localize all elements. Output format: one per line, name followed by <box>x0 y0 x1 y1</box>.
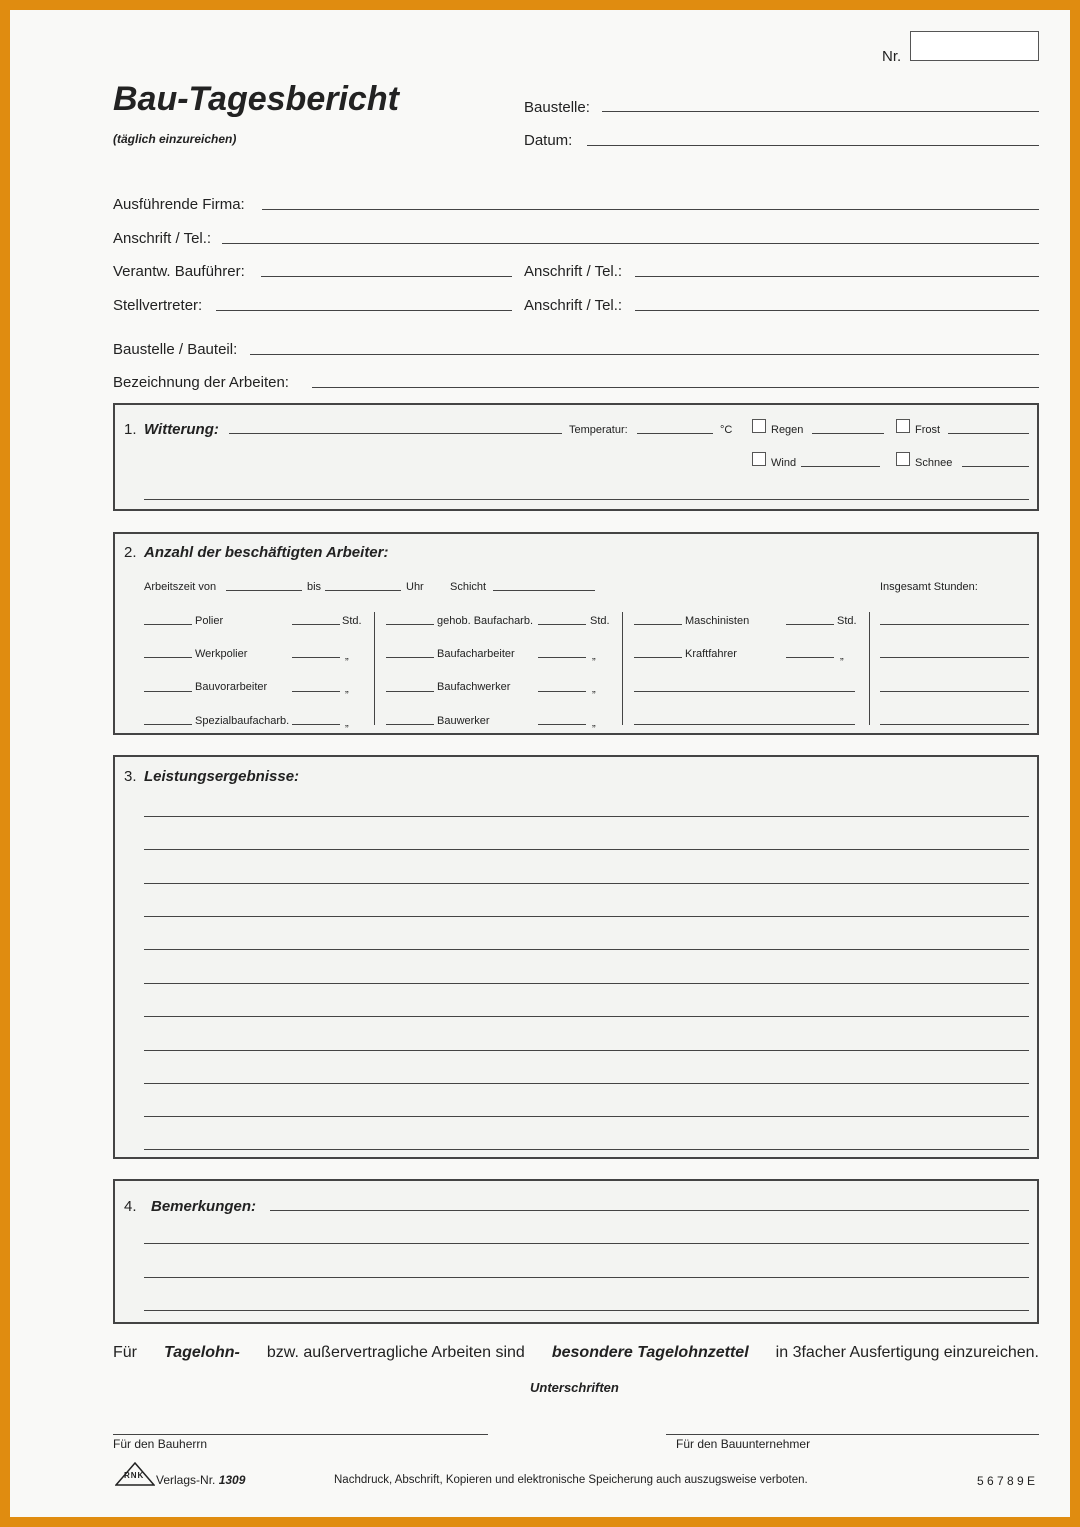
kraftfahrer-hours[interactable] <box>786 657 834 658</box>
polier-count[interactable] <box>144 624 192 625</box>
ditto-mark: „ <box>345 717 349 729</box>
std-label: Std. <box>837 615 857 627</box>
baufacharbeiter-count[interactable] <box>386 657 434 658</box>
ditto-mark: „ <box>592 650 596 662</box>
extra-worker-line[interactable] <box>634 691 855 692</box>
anschrift-label: Anschrift / Tel.: <box>113 230 212 247</box>
section4-title: Bemerkungen: <box>151 1198 257 1215</box>
baufacharbeiter-hours[interactable] <box>538 657 586 658</box>
bauwerker-count[interactable] <box>386 724 434 725</box>
anschrift3-field[interactable] <box>635 310 1039 311</box>
nr-field[interactable] <box>910 31 1039 61</box>
kraftfahrer-count[interactable] <box>634 657 682 658</box>
column-divider <box>869 612 870 725</box>
bauteil-field[interactable] <box>250 354 1039 355</box>
uhr-label: Uhr <box>406 581 424 593</box>
regen-checkbox[interactable] <box>752 419 766 433</box>
col2-label: Bauwerker <box>437 715 490 727</box>
leistung-line[interactable] <box>144 949 1029 950</box>
polier-hours[interactable] <box>292 624 340 625</box>
leistung-line[interactable] <box>144 1050 1029 1051</box>
ditto-mark: „ <box>592 683 596 695</box>
column-divider <box>374 612 375 725</box>
baufachwerker-hours[interactable] <box>538 691 586 692</box>
col1-label: Bauvorarbeiter <box>195 681 268 693</box>
verlag-label: Verlags-Nr. <box>156 1473 216 1487</box>
arbeiten-field[interactable] <box>312 387 1039 388</box>
note-text: Tagelohn- <box>164 1344 240 1361</box>
temperatur-field[interactable] <box>637 433 713 434</box>
arbeiten-label: Bezeichnung der Arbeiten: <box>113 374 289 391</box>
frost-checkbox[interactable] <box>896 419 910 433</box>
maschinisten-hours[interactable] <box>786 624 834 625</box>
arbeitszeit-bis-field[interactable] <box>325 590 401 591</box>
copyright-notice: Nachdruck, Abschrift, Kopieren und elektronische Speicherung auch auszugsweise verboten. <box>334 1474 808 1486</box>
bauunternehmer-signature-line[interactable] <box>666 1434 1039 1435</box>
schicht-label: Schicht <box>450 581 487 593</box>
section-witterung <box>113 403 1039 511</box>
col1-label: Spezialbaufacharb. <box>195 715 290 727</box>
leistung-line[interactable] <box>144 816 1029 817</box>
werkpolier-hours[interactable] <box>292 657 340 658</box>
anschrift2-label: Anschrift / Tel.: <box>524 263 623 280</box>
datum-field[interactable] <box>587 145 1039 146</box>
stellvertreter-field[interactable] <box>216 310 512 311</box>
ditto-mark: „ <box>345 650 349 662</box>
extra-worker-line[interactable] <box>634 724 855 725</box>
baufachwerker-count[interactable] <box>386 691 434 692</box>
baustelle-field[interactable] <box>602 111 1039 112</box>
bauunternehmer-label: Für den Bauunternehmer <box>676 1437 811 1451</box>
bauteil-label: Baustelle / Bauteil: <box>113 341 238 358</box>
arbeitszeit-von-field[interactable] <box>226 590 302 591</box>
page-subtitle: (täglich einzureichen) <box>113 132 237 146</box>
col1-label: Werkpolier <box>195 648 248 660</box>
leistung-line[interactable] <box>144 1149 1029 1150</box>
std-label: Std. <box>342 615 362 627</box>
anschrift-field[interactable] <box>222 243 1039 244</box>
section4-number: 4. <box>124 1198 137 1215</box>
celsius-label: °C <box>720 424 733 436</box>
verlag-number: 1309 <box>218 1473 246 1487</box>
total-hours-line[interactable] <box>880 691 1029 692</box>
witterung-extra-line[interactable] <box>144 499 1029 500</box>
bauführer-field[interactable] <box>261 276 512 277</box>
bis-label: bis <box>307 581 322 593</box>
wind-field[interactable] <box>801 466 880 467</box>
rnk-logo <box>115 1462 155 1486</box>
section-leistung <box>113 755 1039 1159</box>
verlag-info <box>156 1473 245 1487</box>
maschinisten-count[interactable] <box>634 624 682 625</box>
frost-field[interactable] <box>948 433 1029 434</box>
bauwerker-hours[interactable] <box>538 724 586 725</box>
wind-label: Wind <box>771 457 797 469</box>
schnee-checkbox[interactable] <box>896 452 910 466</box>
gehob-hours[interactable] <box>538 624 586 625</box>
col2-label: Baufachwerker <box>437 681 511 693</box>
section2-number: 2. <box>124 544 137 561</box>
leistung-line[interactable] <box>144 1083 1029 1084</box>
leistung-line[interactable] <box>144 916 1029 917</box>
bemerkung-line[interactable] <box>144 1277 1029 1278</box>
bemerkung-line[interactable] <box>144 1243 1029 1244</box>
form-page <box>10 10 1070 1517</box>
section3-title: Leistungsergebnisse: <box>144 768 300 785</box>
section1-number: 1. <box>124 421 137 438</box>
bauführer-label: Verantw. Bauführer: <box>113 263 245 280</box>
signatures-heading: Unterschriften <box>530 1380 619 1395</box>
insgesamt-label: Insgesamt Stunden: <box>880 581 978 593</box>
datum-label: Datum: <box>524 132 573 149</box>
note-text: in 3facher Ausfertigung einzureichen. <box>775 1344 1039 1361</box>
section-arbeiter <box>113 532 1039 735</box>
bauherrn-label: Für den Bauherrn <box>113 1437 208 1451</box>
frost-label: Frost <box>915 424 941 436</box>
regen-label: Regen <box>771 424 804 436</box>
col2-label: Baufacharbeiter <box>437 648 515 660</box>
schnee-label: Schnee <box>915 457 953 469</box>
anschrift3-label: Anschrift / Tel.: <box>524 297 623 314</box>
total-hours-line[interactable] <box>880 657 1029 658</box>
ditto-mark: „ <box>592 717 596 729</box>
wind-checkbox[interactable] <box>752 452 766 466</box>
section-bemerkungen <box>113 1179 1039 1324</box>
section1-title: Witterung: <box>144 421 219 438</box>
gehob-count[interactable] <box>386 624 434 625</box>
form-code: 5 6 7 8 9 E <box>977 1474 1036 1488</box>
col3-label: Maschinisten <box>685 615 750 627</box>
note-text: bzw. außervertragliche Arbeiten sind <box>266 1344 525 1361</box>
bemerkung-line[interactable] <box>270 1210 1029 1211</box>
section3-number: 3. <box>124 768 137 785</box>
leistung-line[interactable] <box>144 1116 1029 1117</box>
col3-label: Kraftfahrer <box>685 648 737 660</box>
leistung-line[interactable] <box>144 883 1029 884</box>
column-divider <box>622 612 623 725</box>
witterung-field[interactable] <box>229 433 562 434</box>
firma-field[interactable] <box>262 209 1039 210</box>
logo-text: RNK <box>124 1471 145 1480</box>
baustelle-label: Baustelle: <box>524 99 590 116</box>
bauvorarbeiter-hours[interactable] <box>292 691 340 692</box>
bauherrn-signature-line[interactable] <box>113 1434 488 1435</box>
std-label: Std. <box>590 615 610 627</box>
ditto-mark: „ <box>345 683 349 695</box>
bemerkung-line[interactable] <box>144 1310 1029 1311</box>
firma-label: Ausführende Firma: <box>113 196 245 213</box>
ditto-mark: „ <box>840 650 844 662</box>
leistung-line[interactable] <box>144 849 1029 850</box>
spezial-count[interactable] <box>144 724 192 725</box>
bauvorarbeiter-count[interactable] <box>144 691 192 692</box>
note-text: besondere Tagelohnzettel <box>551 1344 749 1361</box>
section2-title: Anzahl der beschäftigten Arbeiter: <box>144 544 389 561</box>
total-hours-line[interactable] <box>880 624 1029 625</box>
schicht-field[interactable] <box>493 590 595 591</box>
total-hours-line[interactable] <box>880 724 1029 725</box>
col1-label: Polier <box>195 615 224 627</box>
leistung-line[interactable] <box>144 983 1029 984</box>
nr-label: Nr. <box>882 48 902 65</box>
spezial-hours[interactable] <box>292 724 340 725</box>
anschrift2-field[interactable] <box>635 276 1039 277</box>
tagelohn-note <box>113 1344 1039 1362</box>
leistung-line[interactable] <box>144 1016 1029 1017</box>
regen-field[interactable] <box>812 433 884 434</box>
arbeitszeit-label: Arbeitszeit von <box>144 581 217 593</box>
col2-label: gehob. Baufacharb. <box>437 615 534 627</box>
note-text: Für <box>113 1344 137 1361</box>
schnee-field[interactable] <box>962 466 1029 467</box>
werkpolier-count[interactable] <box>144 657 192 658</box>
stellvertreter-label: Stellvertreter: <box>113 297 203 314</box>
page-title: Bau-Tagesbericht <box>113 80 399 118</box>
temperatur-label: Temperatur: <box>569 424 628 436</box>
